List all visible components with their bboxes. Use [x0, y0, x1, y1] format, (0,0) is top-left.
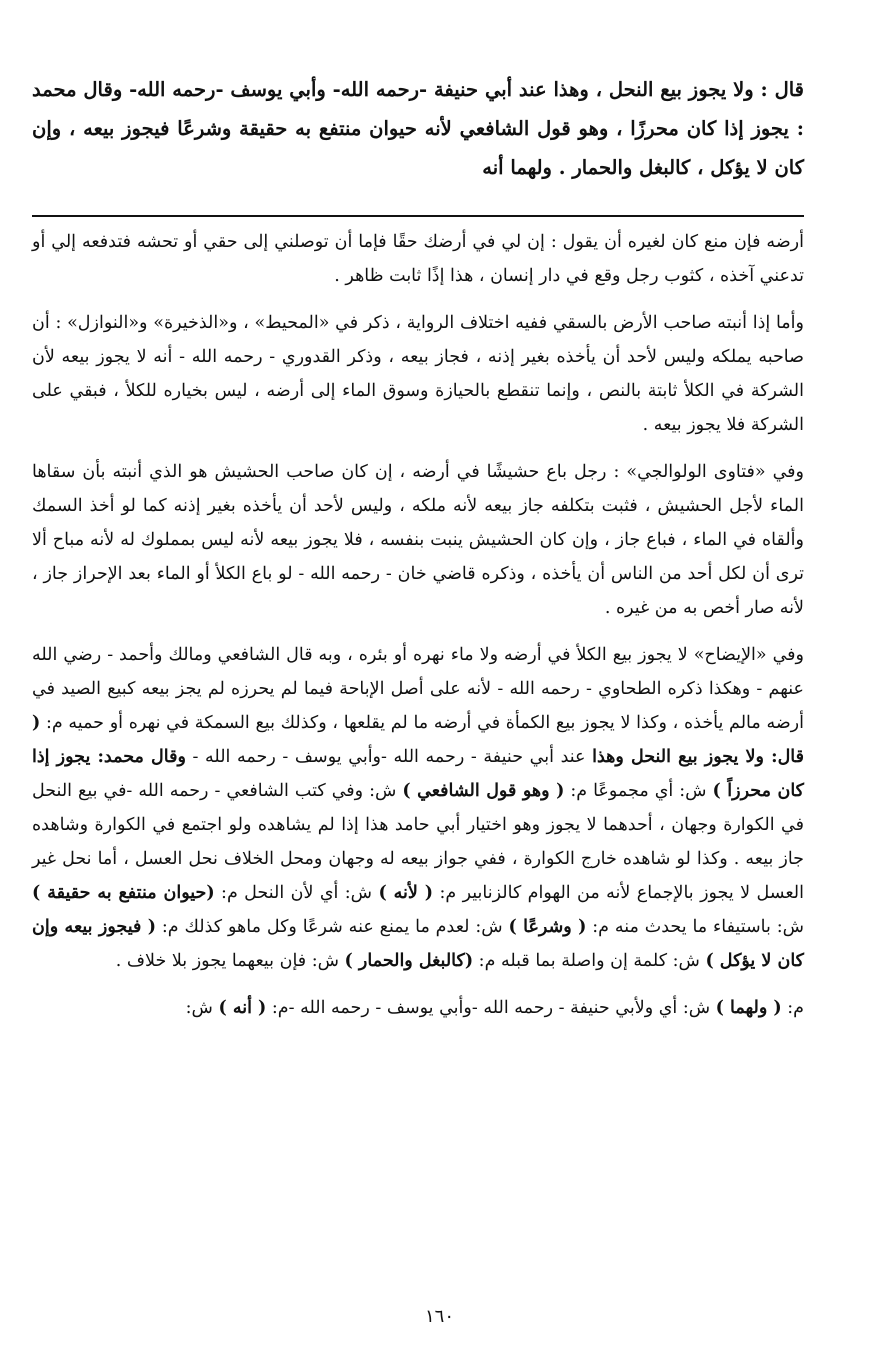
quoted-main-text: ( لأنه )	[378, 883, 434, 903]
quoted-main-text: وقال محمد: يجوز إذا كان محرزاً )	[32, 747, 804, 801]
commentary-text: ش: أي ولأبي حنيفة - رحمه الله -وأبي يوسف - رحمه الله -م:	[266, 998, 716, 1018]
commentary-paragraph	[32, 306, 804, 442]
commentary-text: ش: وفي كتب الشافعي - رحمه الله -في بيع النحل في الكوارة وجهان ، أحدهما لا يجوز وهو اختيار أبي حامد هذا إذا لم يشاهده ولو اجتمع في الكوارة وشاهده جاز بيعه . وكذا لو شاهده خارج الكوارة ، ففي جواز بيعه له وجهان ومحل الخلاف نحل العسل ، أما نحل غير العسل لا يجوز بالإجماع لأنه من الهوام كالزنابير م:	[32, 781, 804, 903]
commentary-text: ش: باستيفاء ما يحدث منه م:	[586, 917, 804, 937]
commentary-text: ش: أي مجموعًا م:	[564, 781, 713, 801]
quoted-main-text: ( ولهما )	[715, 998, 782, 1018]
quoted-main-text: ( أنه )	[218, 998, 267, 1018]
commentary-text: أرضه فإن منع كان لغيره أن يقول : إن لي في أرضك حقًا فإما أن توصلني إلى حقي أو تحشه فتدفعه إلي أو تدعني آخذه ، كثوب رجل وقع في دار إنسان ، هذا إذًا ثابت ظاهر .	[32, 232, 804, 286]
book-page	[32, 70, 804, 1025]
quoted-main-text: ( فيجوز بيعه وإن كان لا يؤكل )	[32, 917, 804, 971]
quoted-main-text: (كالبغل والحمار )	[344, 951, 474, 971]
commentary-paragraph	[32, 225, 804, 293]
commentary-text: ش: كلمة إن واصلة بما قبله م:	[473, 951, 706, 971]
separator-line	[32, 215, 804, 217]
quoted-main-text: ( قال: ولا يجوز بيع النحل وهذا	[32, 713, 805, 767]
commentary-paragraph	[32, 455, 804, 625]
commentary-text: ش: فإن بيعهما يجوز بلا خلاف .	[115, 951, 345, 971]
commentary-text: عند أبي حنيفة - رحمه الله -وأبي يوسف - رحمه الله -	[185, 747, 593, 767]
commentary-text: وفي «فتاوى الولوالجي» : رجل باع حشيشًا في أرضه ، إن كان صاحب الحشيش هو الذي أنبته بأن سقاها الماء لأجل الحشيش ، فثبت بتكلفه جاز بيعه لأنه ملكه ، وليس لأحد أن يأخذه بغير إذنه كما لو أخذ السمك وألقاه في الماء ، فباع جاز ، وإن كان الحشيش ينبت بنفسه ، فلا يجوز بيعه لأنه ليس بمملوك له لأنه مباح ألا ترى أن لكل أحد من الناس أن يأخذه ، وذكره قاضي خان - رحمه الله - لو باع الكلأ أو الماء بعد الإحراز جاز ، لأنه صار أخص به من غيره .	[32, 462, 804, 618]
commentary-paragraph	[32, 991, 804, 1025]
commentary	[32, 225, 804, 1025]
quoted-main-text: ( وشرعًا )	[508, 917, 587, 937]
commentary-text: ش: أي لأن النحل م:	[214, 883, 379, 903]
commentary-paragraph	[32, 638, 804, 978]
commentary-text: ش: لعدم ما يمنع عنه شرعًا وكل ماهو كذلك م:	[156, 917, 509, 937]
main-text-paragraph: قال : ولا يجوز بيع النحل ، وهذا عند أبي حنيفة -رحمه الله- وأبي يوسف -رحمه الله- وقال محمد : يجوز إذا كان محرزًا ، وهو قول الشافعي لأنه حيوان منتفع به حقيقة وشرعًا فيجوز بيعه ، وإن كان لا يؤكل ، كالبغل والحمار . ولهما أنه	[32, 78, 804, 179]
quoted-main-text: (حيوان منتفع به حقيقة )	[32, 883, 215, 903]
commentary-text: وفي «الإيضاح» لا يجوز بيع الكلأ في أرضه ولا ماء نهره أو بئره ، وبه قال الشافعي ومالك وأحمد - رضي الله عنهم - وهكذا ذكره الطحاوي - رحمه الله - لأنه على أصل الإباحة فيما لم يحرزه لم يجز بيعه كبيع الصيد في أرضه مالم يأخذه ، وكذا لا يجوز بيع الكمأة في أرضه ما لم يقلعها ، وكذلك بيع السمكة في نهره أو حميه م:	[32, 645, 804, 733]
main-text	[32, 70, 804, 187]
commentary-text: وأما إذا أنبته صاحب الأرض بالسقي ففيه اختلاف الرواية ، ذكر في «المحيط» ، و«الذخيرة» و«النوازل» : أن صاحبه يملكه وليس لأحد أن يأخذه بغير إذنه ، فجاز بيعه ، وذكر القدوري - رحمه الله - أنه لا يجوز بيعه لأن الشركة في الكلأ ثابتة بالنص ، وإنما تنقطع بالحيازة وسوق الماء إلى أرضه ، ليس بخياره للكلأ ، فبقي على الشركة فلا يجوز بيعه .	[32, 313, 804, 435]
commentary-text: م:	[781, 998, 804, 1018]
commentary-text: ش:	[185, 998, 219, 1018]
quoted-main-text: ( وهو قول الشافعي )	[402, 781, 565, 801]
page-number: ١٦٠	[424, 1306, 454, 1327]
